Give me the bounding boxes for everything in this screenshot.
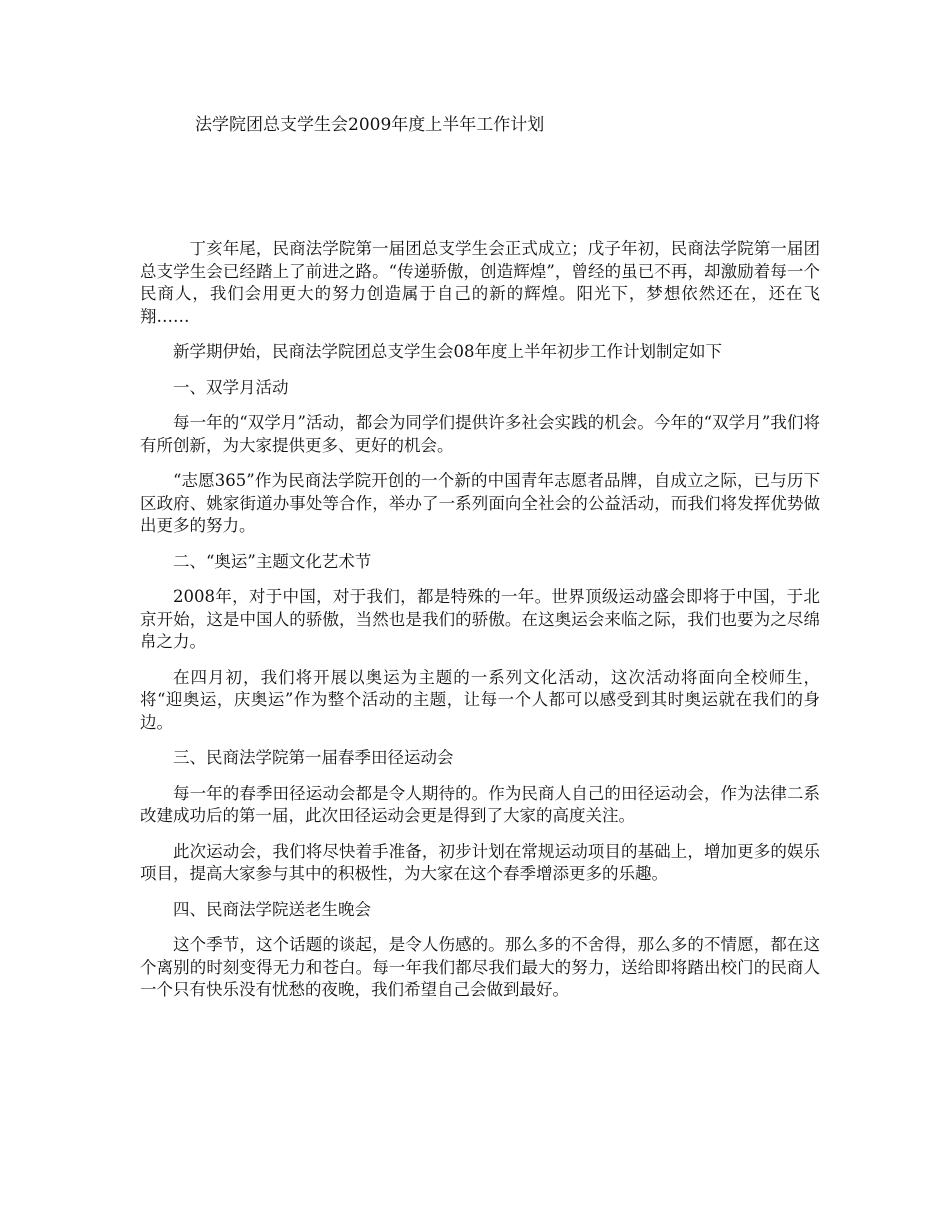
paragraph-intro: 丁亥年尾，民商法学院第一届团总支学生会正式成立；戊子年初，民商法学院第一届团总支学生会已经踏上了前进之路。“传递骄傲，创造辉煌”，曾经的虽已不再，却激励着每一个民商人，我们会用更大的努力创造属于自己的新的辉煌。阳光下，梦想依然还在，还在飞翔…… bbox=[140, 239, 820, 326]
paragraph: “志愿365”作为民商法学院开创的一个新的中国青年志愿者品牌，自成立之际，已与历下区政府、姚家街道办事处等合作，举办了一系列面向全社会的公益活动，而我们将发挥优势做出更多的努力。 bbox=[140, 471, 820, 535]
paragraph: 每一年的“双学月”活动，都会为同学们提供许多社会实践的机会。今年的“双学月”我们将有所创新，为大家提供更多、更好的机会。 bbox=[140, 413, 820, 455]
document-body bbox=[140, 238, 820, 1015]
paragraph: 在四月初，我们将开展以奥运为主题的一系列文化活动，这次活动将面向全校师生，将“迎奥运，庆奥运”作为整个活动的主题，让每一个人都可以感受到其时奥运就在我们的身边。 bbox=[140, 667, 820, 732]
paragraph-plan-intro: 新学期伊始，民商法学院团总支学生会08年度上半年初步工作计划制定如下 bbox=[173, 342, 722, 361]
section-heading-1: 一、双学月活动 bbox=[173, 377, 289, 397]
section-heading-3: 三、民商法学院第一届春季田径运动会 bbox=[173, 748, 454, 767]
paragraph: 这个季节，这个话题的谈起，是令人伤感的。那么多的不舍得，那么多的不情愿，都在这个离别的时刻变得无力和苍白。每一年我们都尽我们最大的努力，送给即将踏出校门的民商人一个只有快乐没有忧愁的夜晚，我们希望自己会做到最好。 bbox=[140, 935, 820, 999]
section-heading-4: 四、民商法学院送老生晚会 bbox=[173, 899, 371, 919]
section-heading-2: 二、“奥运”主题文化艺术节 bbox=[173, 551, 372, 571]
paragraph: 每一年的春季田径运动会都是令人期待的。作为民商人自己的田径运动会，作为法律二系改建成功后的第一届，此次田径运动会更是得到了大家的高度关注。 bbox=[140, 783, 820, 825]
document-title: 法学院团总支学生会2009年度上半年工作计划 bbox=[195, 115, 545, 135]
paragraph: 此次运动会，我们将尽快着手准备，初步计划在常规运动项目的基础上，增加更多的娱乐项目，提高大家参与其中的积极性，为大家在这个春季增添更多的乐趣。 bbox=[140, 841, 820, 883]
paragraph: 2008年，对于中国，对于我们，都是特殊的一年。世界顶级运动盛会即将于中国，于北京开始，这是中国人的骄傲，当然也是我们的骄傲。在这奥运会来临之际，我们也要为之尽绵帛之力。 bbox=[140, 587, 820, 651]
